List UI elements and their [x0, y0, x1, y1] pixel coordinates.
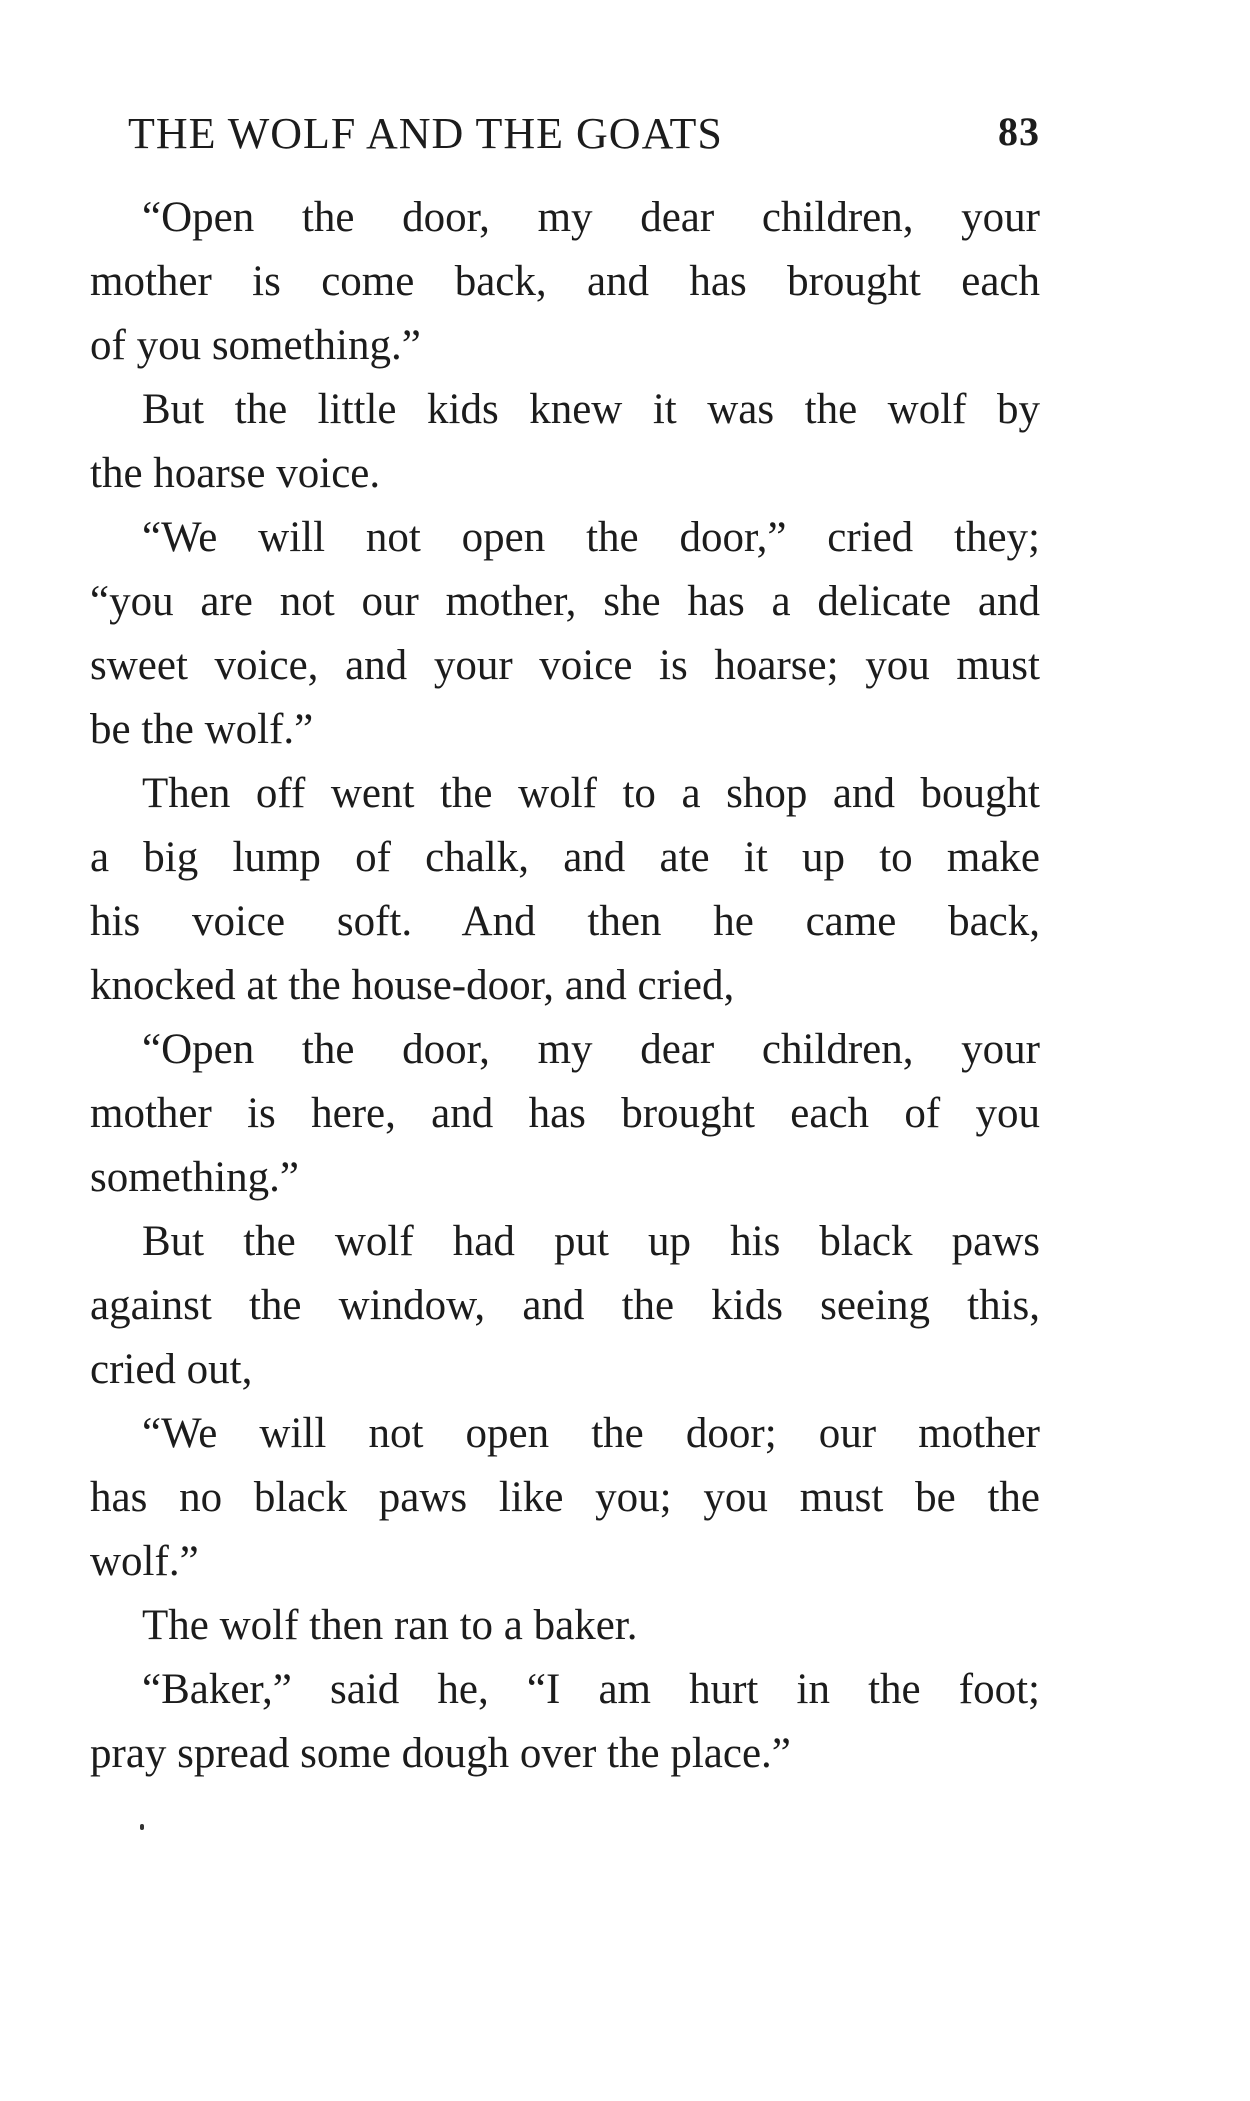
text-line: The wolf then ran to a baker.	[142, 1602, 638, 1649]
body-text	[90, 186, 1040, 1786]
page-number: 83	[998, 109, 1040, 154]
text-line: But the wolf had put up his black paws	[142, 1218, 1040, 1265]
text-line: But the little kids knew it was the wolf by	[142, 386, 1040, 433]
text-line: cried out,	[90, 1346, 253, 1393]
text-line: Then off went the wolf to a shop and bought	[142, 770, 1040, 817]
text-line: his voice soft. And then he came back,	[90, 898, 1040, 945]
text-line: “you are not our mother, she has a delicate and	[90, 578, 1040, 625]
text-line: has no black paws like you; you must be the	[90, 1474, 1040, 1521]
text-line: wolf.”	[90, 1538, 199, 1585]
text-line: knocked at the house-door, and cried,	[90, 962, 735, 1009]
text-line: “Baker,” said he, “I am hurt in the foot;	[142, 1666, 1040, 1713]
text-line: something.”	[90, 1154, 299, 1201]
chapter-title: THE WOLF AND THE GOATS	[128, 109, 723, 158]
text-line: “We will not open the door; our mother	[142, 1410, 1040, 1457]
running-header	[128, 108, 1040, 168]
text-line: sweet voice, and your voice is hoarse; you must	[90, 642, 1040, 689]
text-line: the hoarse voice.	[90, 450, 381, 497]
text-line: against the window, and the kids seeing this,	[90, 1282, 1040, 1329]
text-line: mother is come back, and has brought each	[90, 258, 1040, 305]
text-line: be the wolf.”	[90, 706, 314, 753]
text-line: pray spread some dough over the place.”	[90, 1730, 791, 1777]
text-line: “We will not open the door,” cried they;	[142, 514, 1040, 561]
text-line: “Open the door, my dear children, your	[142, 1026, 1040, 1073]
text-line: “Open the door, my dear children, your	[142, 194, 1040, 241]
text-line: of you something.”	[90, 322, 421, 369]
text-line: a big lump of chalk, and ate it up to make	[90, 834, 1040, 881]
text-line: mother is here, and has brought each of you	[90, 1090, 1040, 1137]
ink-speck	[140, 1824, 144, 1830]
